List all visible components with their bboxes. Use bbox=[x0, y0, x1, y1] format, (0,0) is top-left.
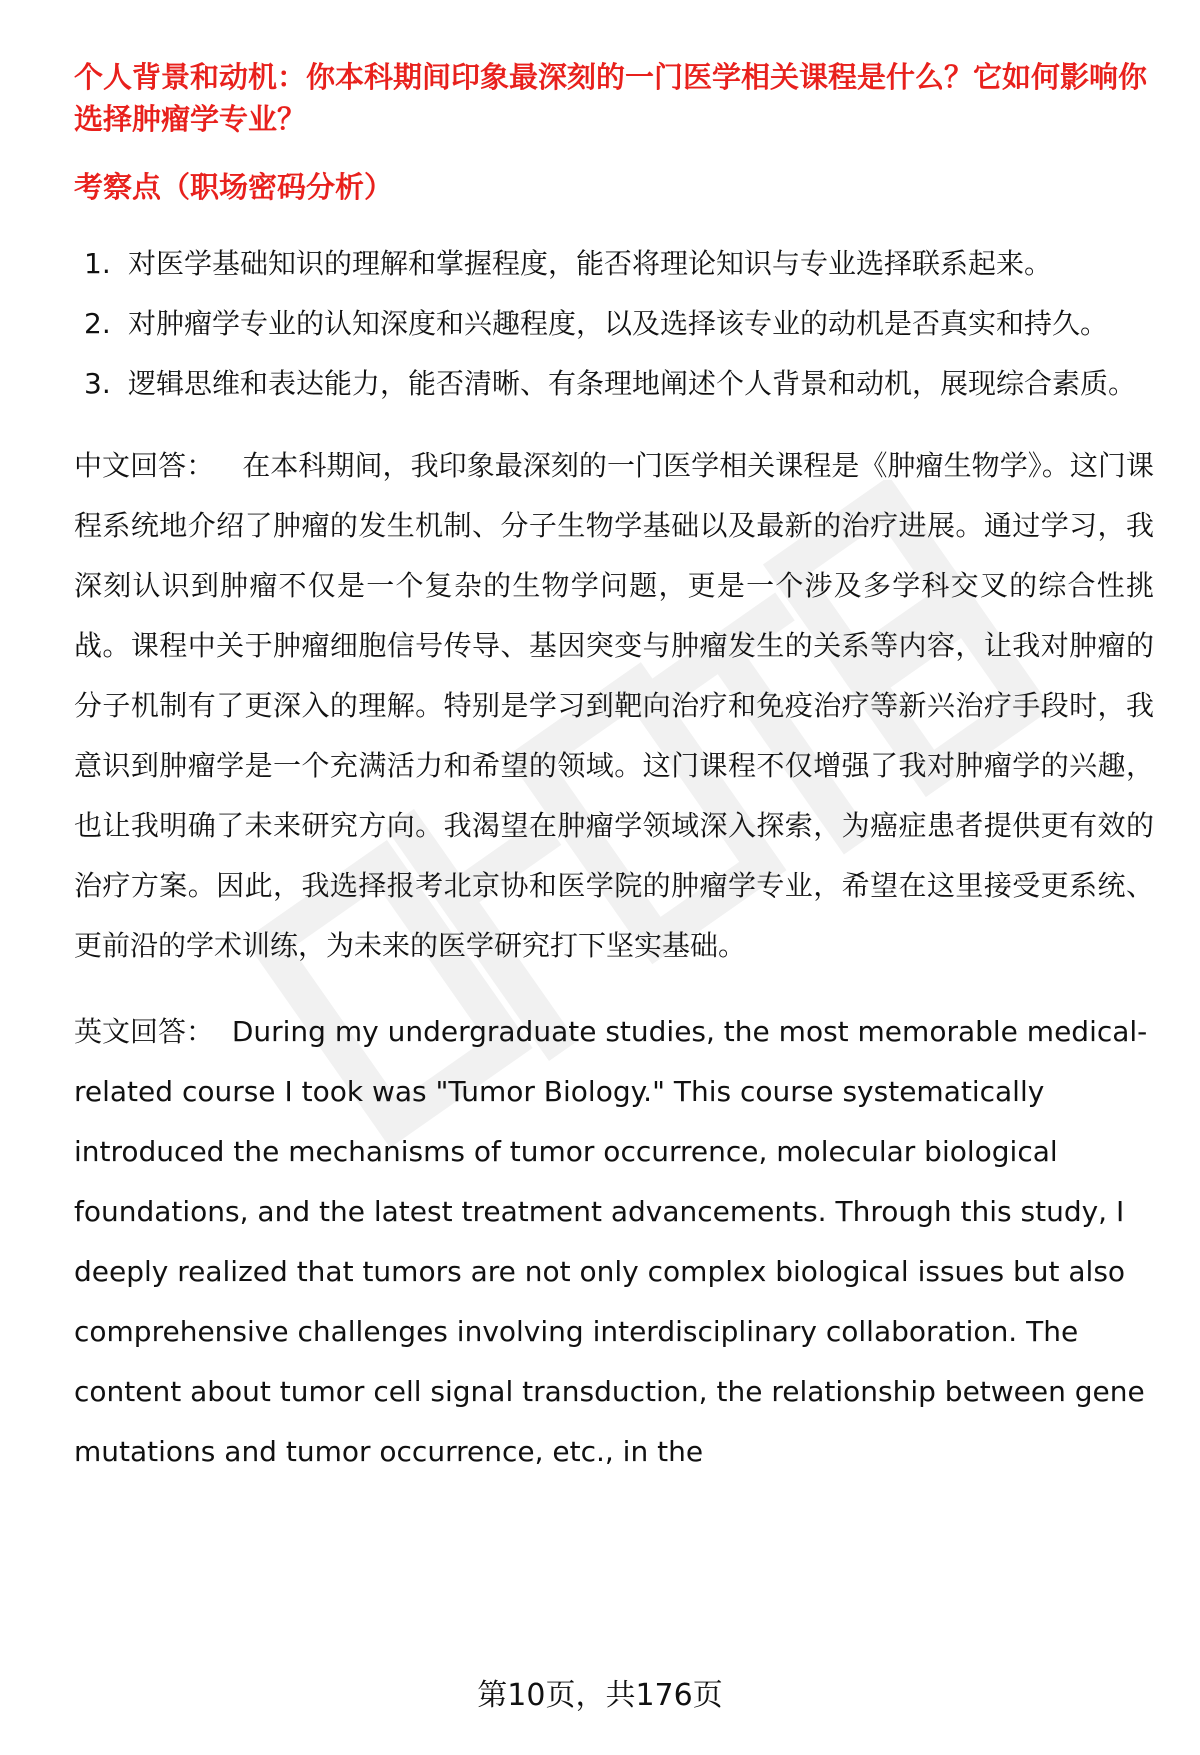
english-answer bbox=[74, 1002, 1154, 1482]
exam-point-text: 对医学基础知识的理解和掌握程度，能否将理论知识与专业选择联系起来。 bbox=[128, 247, 1053, 280]
page-footer: 第10页，共176页 bbox=[477, 1678, 723, 1713]
english-answer-text: During my undergraduate studies, the most memorable medical-related course I took was "Tumor Biology." This course systematically introduced the mechanisms of tumor occurrence, molecular biological foundations, and the latest treatment advancements. Through this study, I deeply realized that tumors are not only complex biological issues but also comprehensive challenges involving interdisciplinary collaboration. The content about tumor cell signal transduction, the relationship between gene mutations and tumor occurrence, etc., in the bbox=[74, 1015, 1148, 1468]
english-answer-label: 英文回答： bbox=[74, 1015, 215, 1048]
chinese-answer bbox=[74, 436, 1154, 976]
question-heading: 个人背景和动机：你本科期间印象最深刻的一门医学相关课程是什么？它如何影响你选择肿瘤学专业？ bbox=[74, 60, 1148, 136]
exam-point-text: 对肿瘤学专业的认知深度和兴趣程度，以及选择该专业的动机是否真实和持久。 bbox=[128, 307, 1109, 340]
exam-point-number: 3. bbox=[84, 367, 111, 400]
exam-points-title: 考察点（职场密码分析） bbox=[74, 170, 394, 204]
document-page bbox=[74, 56, 1154, 1482]
chinese-answer-text: 在本科期间，我印象最深刻的一门医学相关课程是《肿瘤生物学》。这门课程系统地介绍了肿瘤的发生机制、分子生物学基础以及最新的治疗进展。通过学习，我深刻认识到肿瘤不仅是一个复杂的生物学问题，更是一个涉及多学科交叉的综合性挑战。课程中关于肿瘤细胞信号传导、基因突变与肿瘤发生的关系等内容，让我对肿瘤的分子机制有了更深入的理解。特别是学习到靶向治疗和免疫治疗等新兴治疗手段时，我意识到肿瘤学是一个充满活力和希望的领域。这门课程不仅增强了我对肿瘤学的兴趣，也让我明确了未来研究方向。我渴望在肿瘤学领域深入探索，为癌症患者提供更有效的治疗方案。因此，我选择报考北京协和医学院的肿瘤学专业，希望在这里接受更系统、更前沿的学术训练，为未来的医学研究打下坚实基础。 bbox=[74, 449, 1154, 962]
exam-point-number: 1. bbox=[84, 247, 111, 280]
exam-point-item bbox=[74, 294, 1154, 354]
chinese-answer-label: 中文回答： bbox=[74, 449, 215, 482]
exam-point-text: 逻辑思维和表达能力，能否清晰、有条理地阐述个人背景和动机，展现综合素质。 bbox=[128, 367, 1137, 400]
exam-point-item bbox=[74, 354, 1154, 414]
exam-points-list bbox=[74, 234, 1154, 414]
exam-point-number: 2. bbox=[84, 307, 111, 340]
exam-point-item bbox=[74, 234, 1154, 294]
